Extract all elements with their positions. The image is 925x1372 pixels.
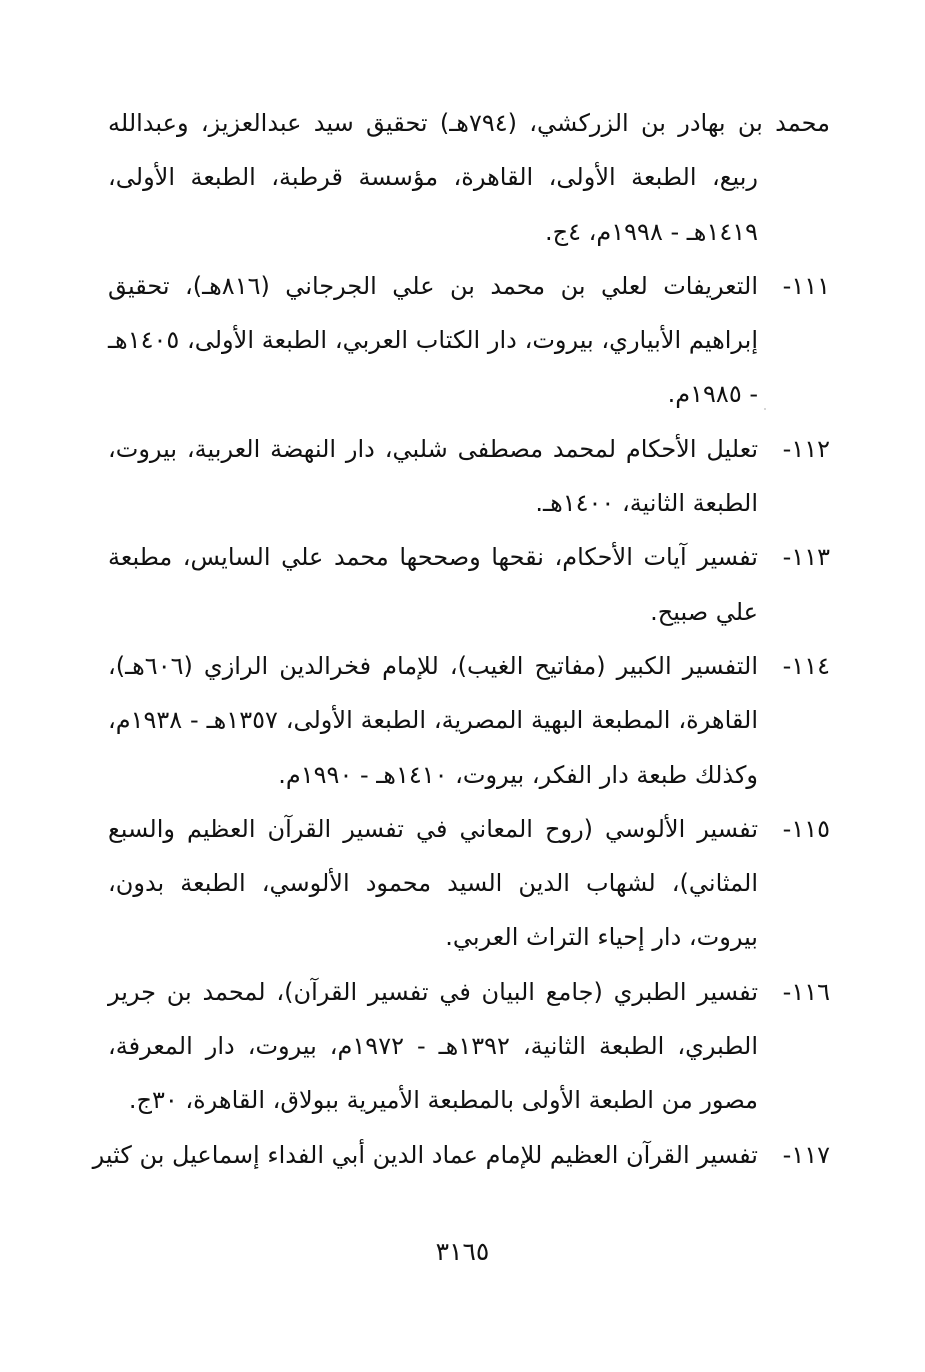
bibliography-list: [92, 96, 830, 1182]
entry-number: ١١٢-: [782, 434, 830, 463]
bibliography-entry-117: [92, 1128, 830, 1182]
scan-speck: [764, 408, 766, 410]
entry-number: ١١٧-: [782, 1140, 830, 1169]
bibliography-entry-111: [108, 259, 830, 422]
bibliography-entry-115: [108, 802, 830, 965]
entry-text: التعريفات لعلي بن محمد بن علي الجرجاني (٨١٦هـ)، تحقيق إبراهيم الأبياري، بيروت، دار الكتاب العربي، الطبعة الأولى، ١٤٠٥هـ - ١٩٨٥م.: [108, 271, 758, 409]
bibliography-entry-112: [108, 422, 830, 531]
entry-text: تعليل الأحكام لمحمد مصطفى شلبي، دار النهضة العربية، بيروت، الطبعة الثانية، ١٤٠٠هـ.: [108, 434, 758, 518]
entry-text: تفسير الألوسي (روح المعاني في تفسير القرآن العظيم والسبع المثاني)، لشهاب الدين السيد محمود الألوسي، الطبعة بدون، بيروت، دار إحياء التراث العربي.: [108, 814, 758, 952]
bibliography-entry-116: [108, 965, 830, 1128]
entry-number: ١١١-: [782, 271, 830, 300]
bibliography-entry-114: [108, 639, 830, 802]
continuation-text: محمد بن بهادر بن الزركشي، (٧٩٤هـ) تحقيق سيد عبدالعزيز، وعبدالله ربيع، الطبعة الأولى، القاهرة، مؤسسة قرطبة، الطبعة الأولى، ١٤١٩هـ - ١٩٩٨م، ٤ج.: [108, 109, 830, 246]
entry-number: ١١٣-: [782, 543, 830, 572]
entry-number: ١١٥-: [782, 814, 830, 843]
bibliography-continuation: [108, 96, 830, 259]
entry-text: التفسير الكبير (مفاتيح الغيب)، للإمام فخرالدين الرازي (٦٠٦هـ)، القاهرة، المطبعة البهية المصرية، الطبعة الأولى، ١٣٥٧هـ - ١٩٣٨م، وكذلك طبعة دار الفكر، بيروت، ١٤١٠هـ - ١٩٩٠م.: [108, 651, 758, 789]
entry-text: تفسير القرآن العظيم للإمام عماد الدين أبي الفداء إسماعيل بن كثير: [92, 1140, 758, 1169]
entry-number: ١١٦-: [782, 977, 830, 1006]
entry-number: ١١٤-: [782, 651, 830, 680]
page-number: ٣١٦٥: [435, 1237, 490, 1266]
entry-text: تفسير الطبري (جامع البيان في تفسير القرآن)، لمحمد بن جرير الطبري، الطبعة الثانية، ١٣٩٢هـ - ١٩٧٢م، بيروت، دار المعرفة، مصور من الطبعة الأولى بالمطبعة الأميرية ببولاق، القاهرة، ٣٠ج.: [108, 977, 758, 1115]
entry-text: تفسير آيات الأحكام، نقحها وصححها محمد علي السايس، مطبعة علي صبيح.: [108, 543, 758, 626]
bibliography-entry-113: [108, 530, 830, 639]
